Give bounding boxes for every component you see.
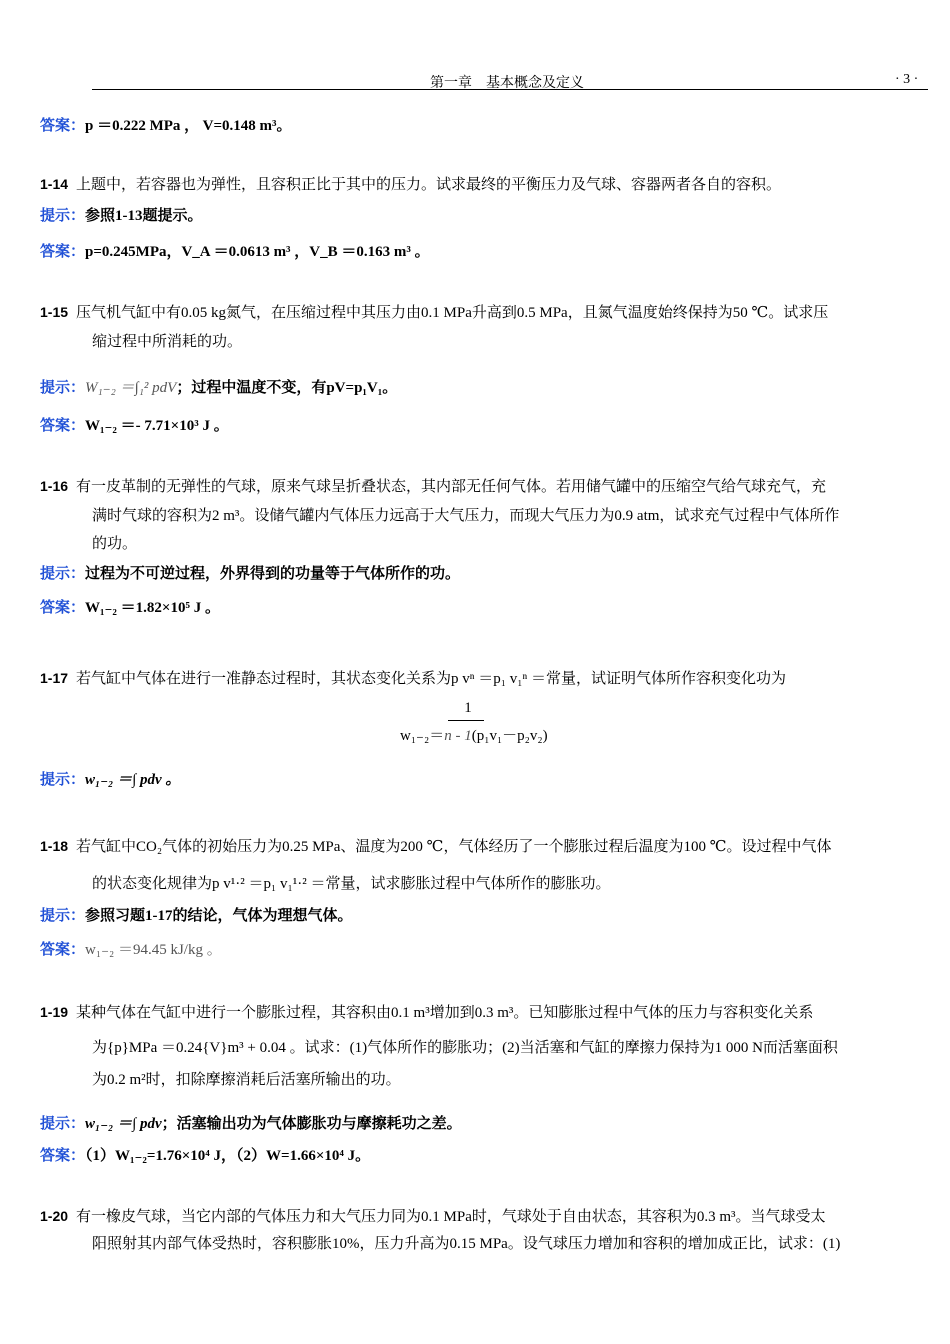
answer-1-13 bbox=[40, 112, 292, 140]
answer-text: （1）W₁₋₂=1.76×10⁴ J，（2）W=1.66×10⁴ J。 bbox=[85, 1148, 371, 1164]
hint-1-16 bbox=[40, 560, 460, 588]
problem-number: 1-19 bbox=[40, 1004, 69, 1020]
hint-text: ；过程中温度不变，有pV=p₁V₁。 bbox=[176, 380, 398, 396]
page-number: · 3 · bbox=[895, 72, 919, 87]
problem-1-16 bbox=[40, 472, 826, 501]
problem-number: 1-16 bbox=[40, 478, 69, 494]
problem-text: 某种气体在气缸中进行一个膨胀过程，其容积由0.1 m³增加到0.3 m³。已知膨胀过程中气体的压力与容积变化关系 bbox=[76, 1005, 814, 1021]
problem-number: 1-17 bbox=[40, 670, 69, 686]
hint-1-17 bbox=[40, 766, 180, 794]
problem-text: 有一皮革制的无弹性的气球，原来气球呈折叠状态，其内部无任何气体。若用储气罐中的压缩空气给气球充气，充 bbox=[76, 479, 827, 495]
problem-number: 1-18 bbox=[40, 838, 69, 854]
answer-1-15 bbox=[40, 412, 229, 440]
chapter-title: 第一章 基本概念及定义 bbox=[430, 76, 584, 91]
problem-text: 若气缸中CO₂气体的初始压力为0.25 MPa、温度为200 ℃，气体经历了一个膨胀过程后温度为100 ℃。设过程中气体 bbox=[76, 839, 832, 855]
problem-1-20-line2: 阳照射其内部气体受热时，容积膨胀10%，压力升高为0.15 MPa。设气球压力增加和容积的增加成正比，试求：(1) bbox=[92, 1236, 841, 1252]
problem-1-19 bbox=[40, 998, 813, 1027]
answer-label: 答案： bbox=[40, 1147, 86, 1164]
hint-label: 提示： bbox=[40, 207, 86, 224]
hint-label: 提示： bbox=[40, 907, 86, 924]
fraction-lhs: w₁₋₂＝ bbox=[400, 728, 445, 744]
problem-text: 上题中，若容器也为弹性，且容积正比于其中的压力。试求最终的平衡压力及气球、容器两者各自的容积。 bbox=[76, 177, 782, 193]
problem-1-15-line2: 缩过程中所消耗的功。 bbox=[92, 334, 243, 350]
hint-formula: W₁₋₂ ＝∫₁² pdV bbox=[85, 380, 177, 396]
problem-1-18 bbox=[40, 832, 832, 861]
answer-1-14 bbox=[40, 238, 430, 266]
problem-1-20 bbox=[40, 1202, 826, 1231]
header-rule bbox=[92, 89, 928, 90]
answer-text: p ＝0.222 MPa ， V=0.148 m³。 bbox=[85, 118, 292, 134]
hint-label: 提示： bbox=[40, 565, 86, 582]
answer-text: W₁₋₂ ＝1.82×10⁵ J 。 bbox=[85, 600, 220, 616]
hint-1-18 bbox=[40, 902, 353, 930]
answer-1-18 bbox=[40, 936, 222, 964]
problem-1-19-line2: 为{p}MPa ＝0.24{V}m³ + 0.04 。试求：(1)气体所作的膨胀功；(2)当活塞和气缸的摩擦力保持为1 000 N而活塞面积 bbox=[92, 1040, 838, 1056]
fraction-rhs: (p₁v₁－p₂v₂) bbox=[471, 728, 548, 744]
problem-text: 若气缸中气体在进行一准静态过程时，其状态变化关系为p vⁿ ＝p₁ v₁ⁿ ＝常量，试证明气体所作容积变化功为 bbox=[76, 671, 786, 687]
hint-label: 提示： bbox=[40, 1115, 86, 1132]
fraction-bar bbox=[448, 720, 484, 721]
hint-text: 参照习题1-17的结论，气体为理想气体。 bbox=[85, 908, 353, 924]
problem-text: 压气机气缸中有0.05 kg氮气，在压缩过程中其压力由0.1 MPa升高到0.5 MPa，且氮气温度始终保持为50 ℃。试求压 bbox=[76, 305, 829, 321]
problem-number: 1-14 bbox=[40, 176, 69, 192]
answer-1-16 bbox=[40, 594, 220, 622]
answer-label: 答案： bbox=[40, 243, 86, 260]
hint-1-15 bbox=[40, 374, 397, 402]
hint-label: 提示： bbox=[40, 379, 86, 396]
answer-text: w₁₋₂ ＝94.45 kJ/kg 。 bbox=[85, 942, 222, 958]
answer-label: 答案： bbox=[40, 941, 86, 958]
answer-text: W₁₋₂ ＝- 7.71×10³ J 。 bbox=[85, 418, 229, 434]
problem-number: 1-15 bbox=[40, 304, 69, 320]
hint-1-19 bbox=[40, 1110, 462, 1138]
hint-1-14 bbox=[40, 202, 203, 230]
problem-1-14 bbox=[40, 170, 781, 199]
answer-label: 答案： bbox=[40, 117, 86, 134]
answer-1-19 bbox=[40, 1142, 370, 1170]
answer-text: p=0.245MPa，V_A ＝0.0613 m³ ，V_B ＝0.163 m³ 。 bbox=[85, 244, 430, 260]
problem-1-19-line3: 为0.2 m²时，扣除摩擦消耗后活塞所输出的功。 bbox=[92, 1072, 401, 1088]
answer-label: 答案： bbox=[40, 417, 86, 434]
problem-number: 1-20 bbox=[40, 1208, 69, 1224]
problem-1-16-line2: 满时气球的容积为2 m³。设储气罐内气体压力远高于大气压力，而现大气压力为0.9 atm，试求充气过程中气体所作 bbox=[92, 508, 840, 524]
hint-label: 提示： bbox=[40, 771, 86, 788]
hint-text: 参照1-13题提示。 bbox=[85, 208, 203, 224]
hint-text: 过程为不可逆过程，外界得到的功量等于气体所作的功。 bbox=[85, 566, 461, 582]
problem-1-16-line3: 的功。 bbox=[92, 536, 138, 552]
hint-text: w₁₋₂ ＝∫ pdv 。 bbox=[85, 772, 181, 788]
problem-1-17 bbox=[40, 664, 786, 693]
answer-label: 答案： bbox=[40, 599, 86, 616]
fraction-denominator: n - 1 bbox=[444, 728, 472, 744]
problem-1-15 bbox=[40, 298, 828, 327]
problem-text: 有一橡皮气球，当它内部的气体压力和大气压力同为0.1 MPa时，气球处于自由状态，其容积为0.3 m³。当气球受太 bbox=[76, 1209, 826, 1225]
fraction-line bbox=[400, 724, 548, 745]
problem-1-18-line2: 的状态变化规律为p v¹·² ＝p₁ v₁¹·² ＝常量，试求膨胀过程中气体所作的膨胀功。 bbox=[92, 876, 611, 892]
hint-text: ；活塞输出功为气体膨胀功与摩擦耗功之差。 bbox=[161, 1116, 462, 1132]
hint-formula: w₁₋₂ ＝∫ pdv bbox=[85, 1116, 162, 1132]
fraction-numerator: 1 bbox=[464, 700, 472, 716]
